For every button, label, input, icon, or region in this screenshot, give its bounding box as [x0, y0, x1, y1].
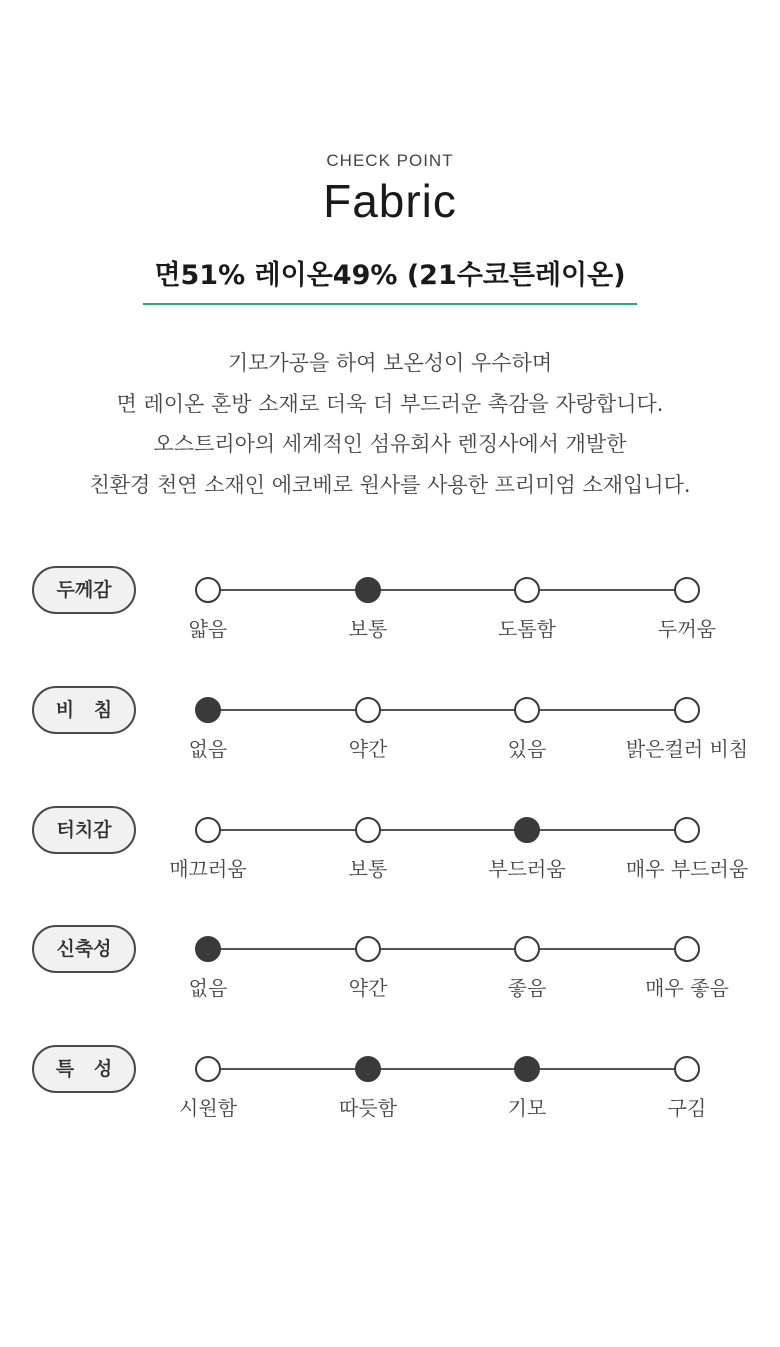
check-row [0, 1045, 780, 1125]
scale-dot [195, 1056, 221, 1082]
scale-option-label: 시원함 [179, 1096, 237, 1120]
scale-dot [514, 697, 540, 723]
scale-dot [195, 817, 221, 843]
scale-option-label: 따듯함 [339, 1096, 397, 1120]
check-row [0, 925, 780, 1005]
scale-option-label: 보통 [348, 857, 388, 881]
scale-option-label: 있음 [507, 737, 547, 761]
description-line: 오스트리아의 세계적인 섬유회사 렌징사에서 개발한 [153, 432, 627, 456]
scale-option-label: 없음 [188, 737, 228, 761]
scale-track [208, 948, 687, 950]
check-row [0, 686, 780, 766]
check-category-label: 두께감 [32, 566, 136, 614]
description-line: 기모가공을 하여 보온성이 우수하며 [227, 351, 553, 375]
scale-option-label: 매끄러움 [169, 857, 247, 881]
check-category-label: 비 침 [32, 686, 136, 734]
scale-dot [195, 577, 221, 603]
scale-option-label: 밝은컬러 비침 [625, 737, 749, 761]
eyebrow-text: CHECK POINT [326, 151, 454, 170]
section-title: Fabric [323, 175, 457, 227]
description-line: 친환경 천연 소재인 에코베로 원사를 사용한 프리미엄 소재입니다. [89, 472, 691, 497]
scale-option-label: 보통 [348, 617, 388, 641]
scale-option-label: 기모 [507, 1096, 547, 1120]
check-category-label: 터치감 [32, 806, 136, 854]
scale-option-label: 부드러움 [488, 857, 566, 881]
fabric-composition: 면51% 레이온49% (21수코튼레이온) [143, 255, 637, 305]
scale-option-label: 구김 [667, 1096, 707, 1120]
scale-dot [674, 697, 700, 723]
scale-option-label: 좋음 [507, 976, 547, 1000]
scale-option-label: 매우 부드러움 [625, 857, 749, 881]
scale-dot [355, 697, 381, 723]
scale-dot [514, 936, 540, 962]
scale-dot [355, 817, 381, 843]
scale-track [208, 709, 687, 711]
scale-dot-selected [195, 697, 221, 723]
scale-dot [674, 1056, 700, 1082]
scale-dot [674, 577, 700, 603]
fabric-description [0, 343, 780, 505]
scale-dot-selected [355, 577, 381, 603]
check-category-label: 특 성 [32, 1045, 136, 1093]
scale-option-label: 두꺼움 [658, 617, 716, 641]
scale-dot-selected [355, 1056, 381, 1082]
scale-option-label: 얇음 [188, 617, 228, 641]
scale-track [208, 829, 687, 831]
check-row [0, 806, 780, 886]
scale-option-label: 매우 좋음 [645, 976, 729, 1000]
check-category-label: 신축성 [32, 925, 136, 973]
scale-option-label: 없음 [188, 976, 228, 1000]
scale-option-label: 약간 [348, 976, 388, 1000]
scale-track [208, 1068, 687, 1070]
scale-dot [674, 817, 700, 843]
scale-dot-selected [195, 936, 221, 962]
scale-dot [355, 936, 381, 962]
section-header [0, 150, 780, 228]
scale-option-label: 약간 [348, 737, 388, 761]
scale-option-label: 도톰함 [498, 617, 556, 641]
scale-dot [514, 577, 540, 603]
scale-dot-selected [514, 1056, 540, 1082]
scale-dot-selected [514, 817, 540, 843]
scale-dot [674, 936, 700, 962]
description-line: 면 레이온 혼방 소재로 더욱 더 부드러운 촉감을 자랑합니다. [116, 391, 664, 416]
scale-track [208, 589, 687, 591]
check-row [0, 566, 780, 646]
